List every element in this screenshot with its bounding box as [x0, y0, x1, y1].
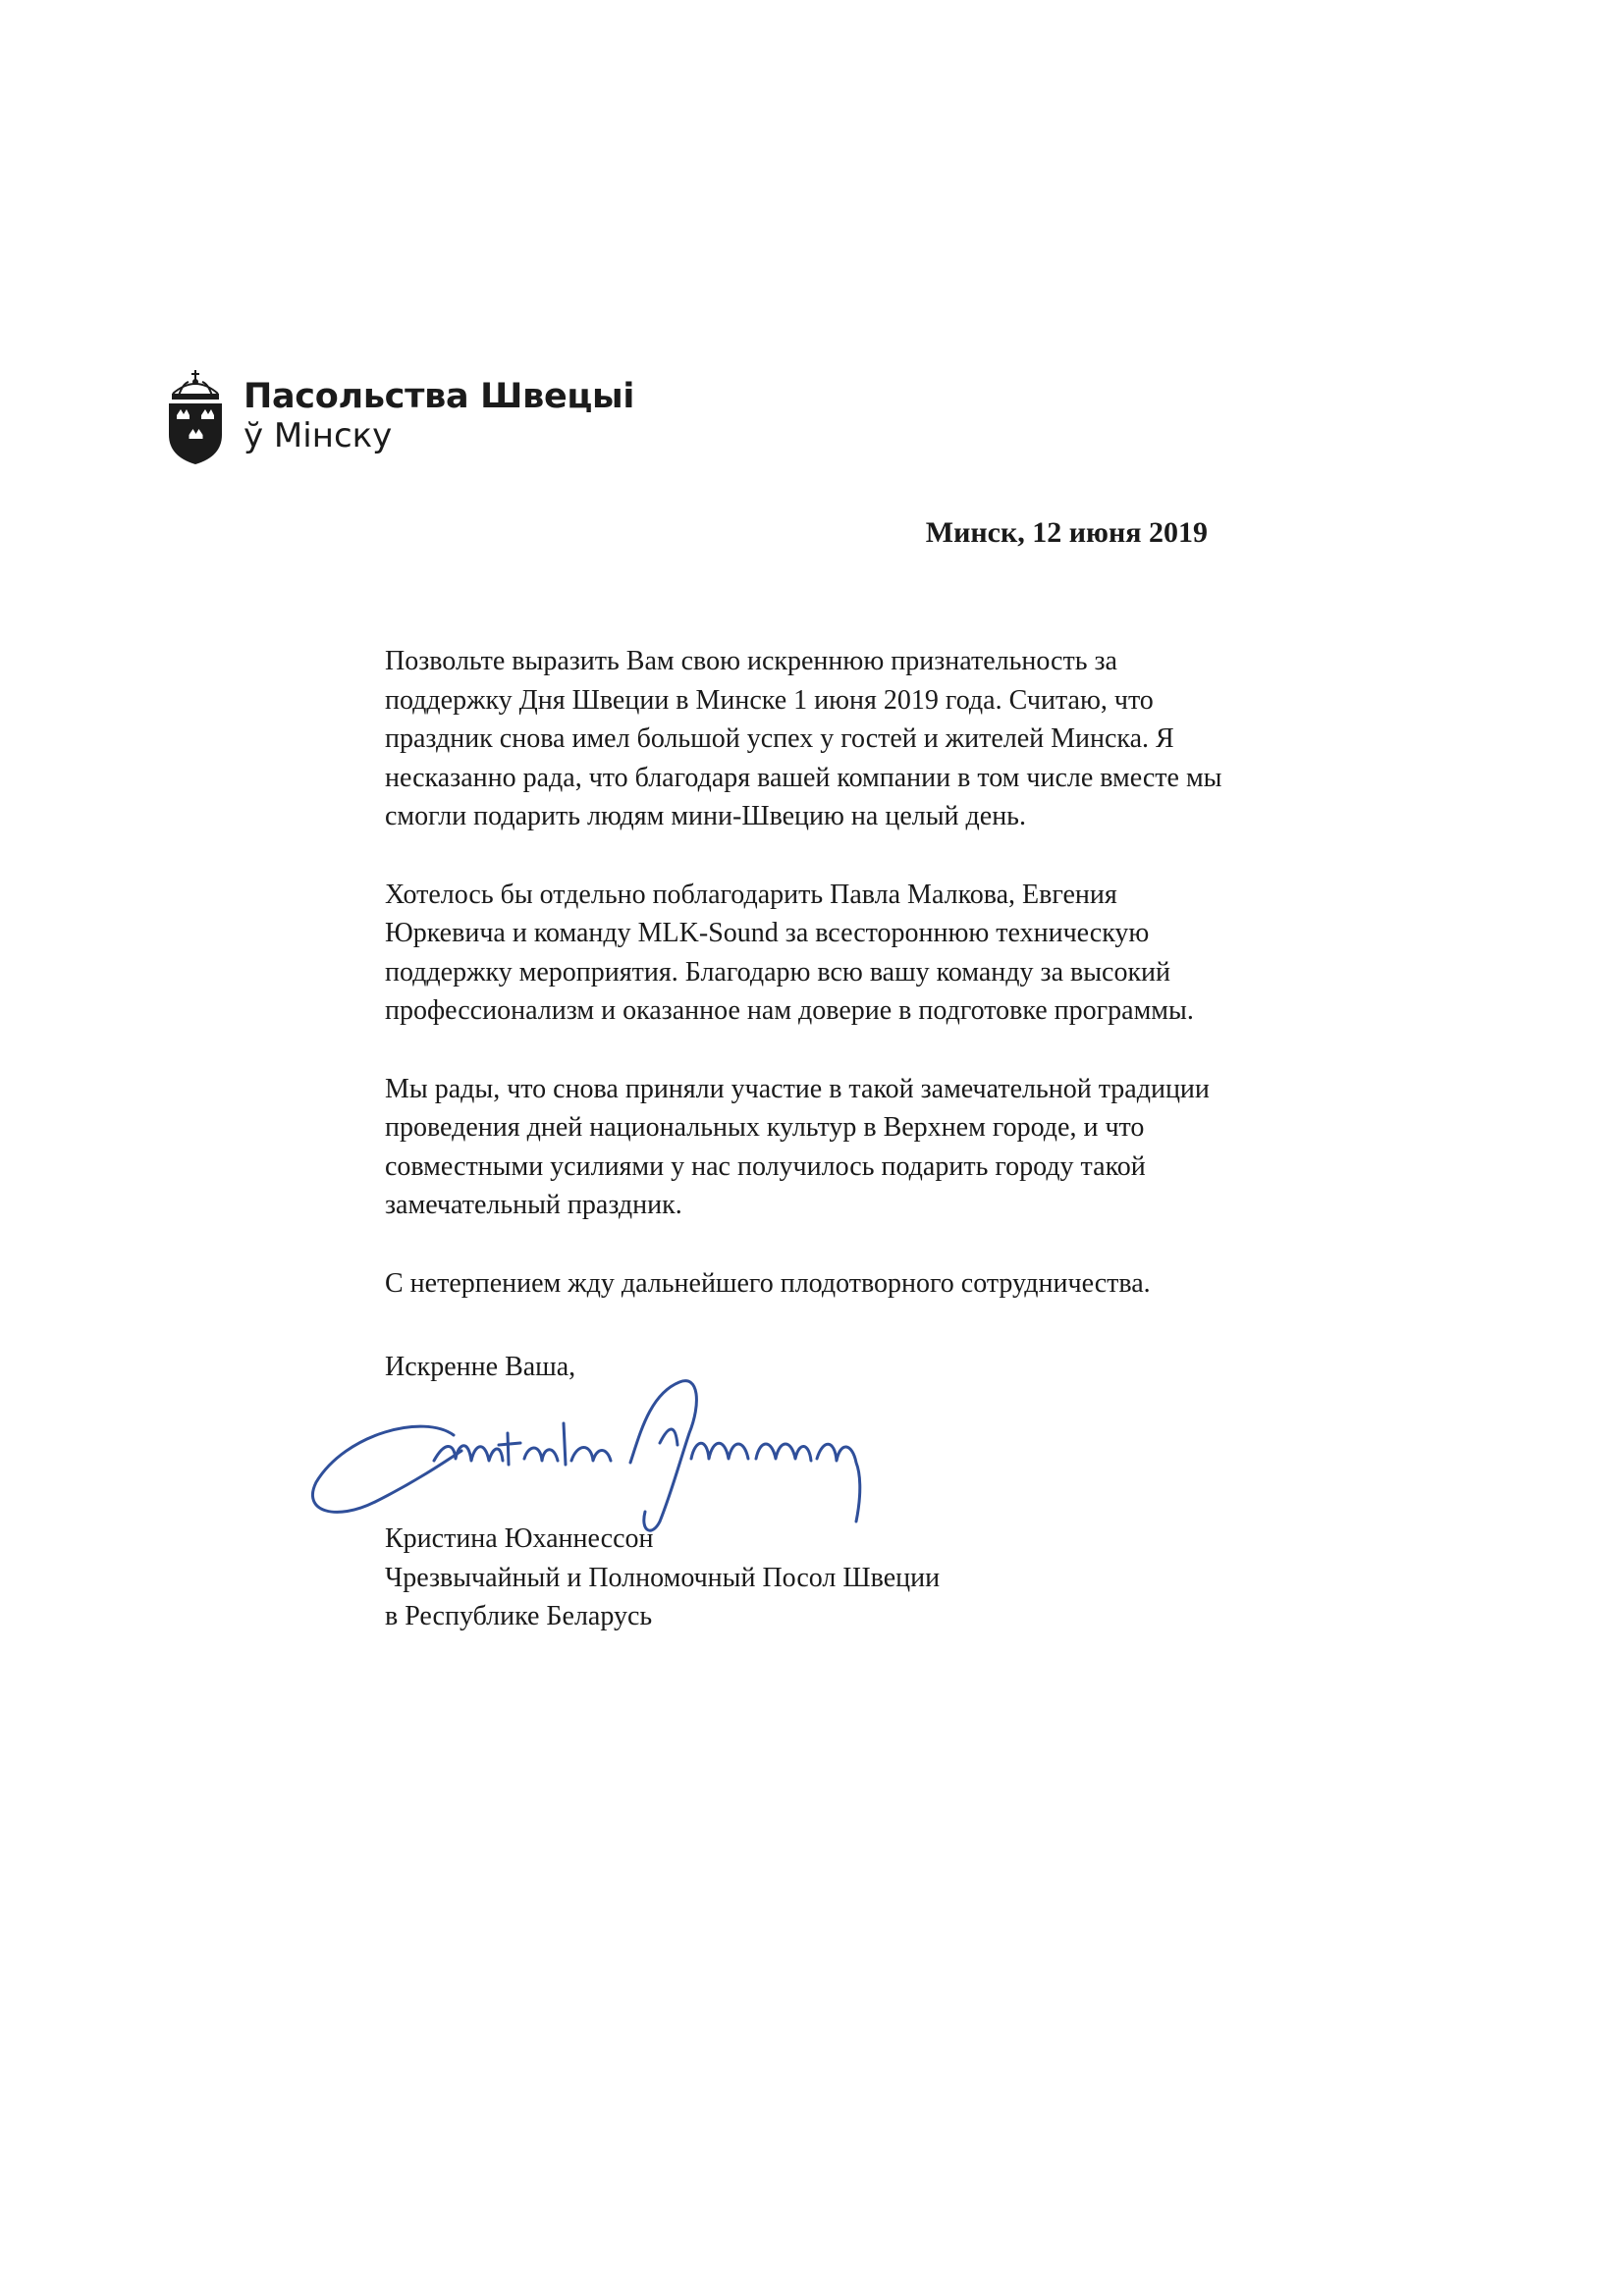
closing-salutation: Искренне Ваша, — [385, 1352, 576, 1382]
body-line: Мы рады, что снова приняли участие в такой замечательной традиции — [385, 1073, 1210, 1104]
body-line: Позвольте выразить Вам свою искреннюю признательность за — [385, 646, 1117, 676]
body-paragraph-1 — [385, 642, 1386, 836]
body-line: Хотелось бы отдельно поблагодарить Павла Малкова, Евгения — [385, 879, 1117, 910]
body-line: С нетерпением жду дальнейшего плодотворного сотрудничества. — [385, 1267, 1151, 1299]
body-paragraph-3 — [385, 1070, 1386, 1225]
body-line: поддержку мероприятия. Благодарю всю вашу команду за высокий — [385, 956, 1171, 988]
letterhead — [163, 365, 634, 467]
organization-name-line2: ў Мінску — [244, 415, 393, 455]
signer-name: Кристина Юханнессон — [385, 1523, 654, 1554]
organization-name-line1: Пасольства Швецыі — [244, 377, 635, 417]
body-line: смогли подарить людям мини-Швецию на целый день. — [385, 801, 1026, 831]
body-line: совместными усилиями у нас получилось подарить городу такой — [385, 1150, 1146, 1182]
letter-body — [385, 642, 1386, 1342]
body-paragraph-4 — [385, 1264, 1386, 1304]
body-line: профессионализм и оказанное нам доверие в подготовке программы. — [385, 995, 1194, 1026]
body-line: несказанно рада, что благодаря вашей компании в том числе вместе мы — [385, 762, 1222, 793]
swedish-crest-icon — [163, 366, 228, 466]
organization-name — [244, 378, 634, 454]
body-paragraph-2 — [385, 876, 1386, 1031]
body-line: поддержку Дня Швеции в Минске 1 июня 2019 года. Считаю, что — [385, 684, 1154, 716]
signer-location: в Республике Беларусь — [385, 1601, 653, 1631]
letter-date: Минск, 12 июня 2019 — [925, 516, 1208, 549]
body-line: замечательный праздник. — [385, 1190, 682, 1220]
body-line: Юркевича и команду MLK-Sound за всестороннюю техническую — [385, 918, 1150, 948]
signer-block — [385, 1520, 940, 1636]
body-line: праздник снова имел большой успех у гостей и жителей Минска. Я — [385, 723, 1174, 754]
body-line: проведения дней национальных культур в Верхнем городе, и что — [385, 1112, 1145, 1143]
handwritten-signature — [306, 1374, 1053, 1541]
signer-title: Чрезвычайный и Полномочный Посол Швеции — [385, 1562, 941, 1593]
